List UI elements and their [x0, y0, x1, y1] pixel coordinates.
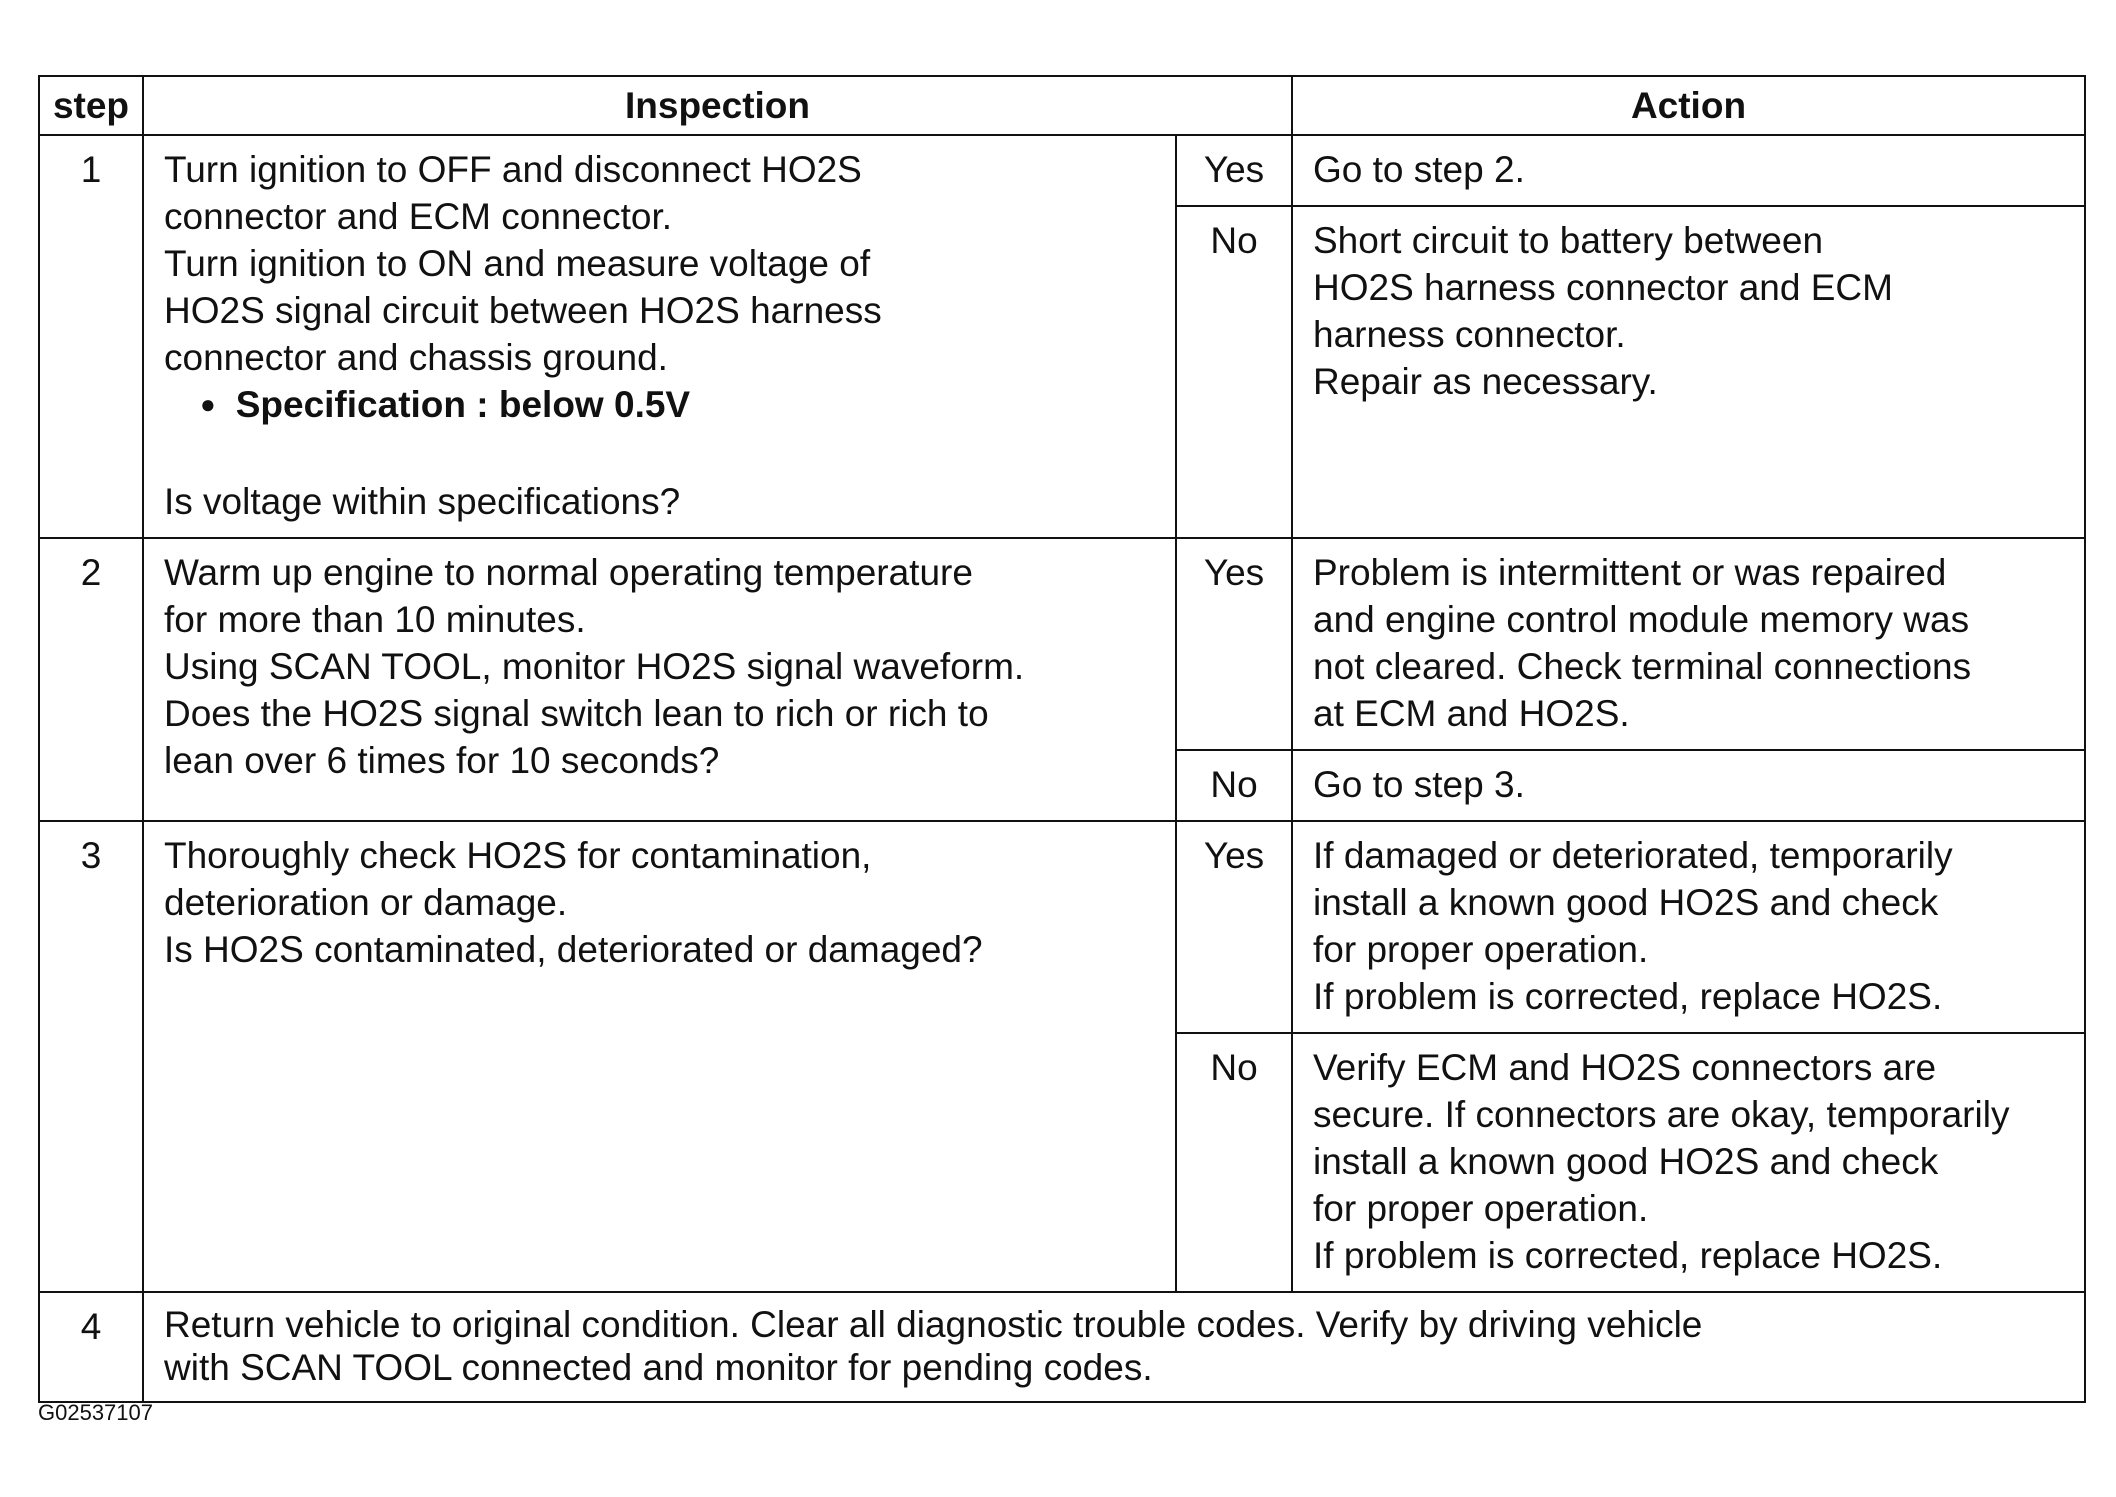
inspection-line: Is HO2S contaminated, deteriorated or damaged?	[164, 928, 983, 970]
inspection-cell	[143, 821, 1176, 1292]
yes-action	[1292, 538, 2085, 750]
action-line: Short circuit to battery between	[1313, 220, 1824, 261]
action-line: install a known good HO2S and check	[1313, 881, 1939, 923]
inspection-line: lean over 6 times for 10 seconds?	[164, 739, 720, 781]
step-number: 1	[39, 135, 143, 538]
action-line: Go to step 2.	[1313, 149, 1525, 190]
action-line: at ECM and HO2S.	[1313, 692, 1630, 734]
diagnostic-table	[38, 75, 2086, 1403]
table-row	[39, 821, 2085, 1033]
yes-label: Yes	[1176, 821, 1292, 1033]
table-row	[39, 538, 2085, 750]
inspection-line: HO2S signal circuit between HO2S harness	[164, 290, 882, 331]
step-number: 2	[39, 538, 143, 821]
yes-action	[1292, 135, 2085, 206]
no-label: No	[1176, 206, 1292, 538]
final-step-line: Return vehicle to original condition. Clear all diagnostic trouble codes. Verify by driving vehicle	[164, 1303, 1703, 1345]
inspection-line: Using SCAN TOOL, monitor HO2S signal waveform.	[164, 645, 1025, 687]
figure-id: G02537107	[38, 1400, 153, 1425]
no-label: No	[1176, 1033, 1292, 1292]
inspection-line: connector and ECM connector.	[164, 196, 673, 237]
action-line: harness connector.	[1313, 314, 1626, 355]
inspection-line: Turn ignition to ON and measure voltage of	[164, 243, 871, 284]
action-line: If problem is corrected, replace HO2S.	[1313, 975, 1943, 1017]
action-line: Go to step 3.	[1313, 763, 1525, 805]
final-step-cell	[143, 1292, 2085, 1402]
action-line: not cleared. Check terminal connections	[1313, 645, 1972, 687]
final-step-line: with SCAN TOOL connected and monitor for pending codes.	[164, 1346, 1153, 1388]
header-row	[39, 76, 2085, 135]
action-line: HO2S harness connector and ECM	[1313, 267, 1893, 308]
yes-action	[1292, 821, 2085, 1033]
yes-label: Yes	[1176, 538, 1292, 750]
inspection-cell	[143, 538, 1176, 821]
no-action	[1292, 750, 2085, 821]
inspection-cell	[143, 135, 1176, 538]
inspection-line: Does the HO2S signal switch lean to rich or rich to	[164, 692, 989, 734]
action-line: for proper operation.	[1313, 1187, 1649, 1229]
inspection-line: Warm up engine to normal operating temperature	[164, 551, 973, 593]
action-line: If damaged or deteriorated, temporarily	[1313, 834, 1953, 876]
action-line: Problem is intermittent or was repaired	[1313, 551, 1947, 593]
specification	[164, 381, 1155, 431]
action-line: secure. If connectors are okay, temporarily	[1313, 1093, 2010, 1135]
action-line: If problem is corrected, replace HO2S.	[1313, 1234, 1943, 1276]
action-line: install a known good HO2S and check	[1313, 1140, 1939, 1182]
inspection-line: Thoroughly check HO2S for contamination,	[164, 834, 872, 876]
table-row	[39, 1292, 2085, 1402]
step-number: 4	[39, 1292, 143, 1402]
action-line: Verify ECM and HO2S connectors are	[1313, 1046, 1937, 1088]
action-line: for proper operation.	[1313, 928, 1649, 970]
table-row	[39, 135, 2085, 206]
inspection-line: connector and chassis ground.	[164, 337, 668, 378]
bullet-icon: ●	[200, 388, 216, 419]
inspection-line: for more than 10 minutes.	[164, 598, 586, 640]
no-label: No	[1176, 750, 1292, 821]
yes-label: Yes	[1176, 135, 1292, 206]
header-inspection: Inspection	[143, 76, 1292, 135]
no-action	[1292, 206, 2085, 538]
header-action: Action	[1292, 76, 2085, 135]
inspection-question: Is voltage within specifications?	[164, 480, 681, 522]
header-step: step	[39, 76, 143, 135]
no-action	[1292, 1033, 2085, 1292]
inspection-line: deterioration or damage.	[164, 881, 568, 923]
step-number: 3	[39, 821, 143, 1292]
action-line: Repair as necessary.	[1313, 361, 1658, 402]
specification-text: Specification : below 0.5V	[235, 384, 691, 425]
inspection-line: Turn ignition to OFF and disconnect HO2S	[164, 149, 862, 190]
action-line: and engine control module memory was	[1313, 598, 1970, 640]
